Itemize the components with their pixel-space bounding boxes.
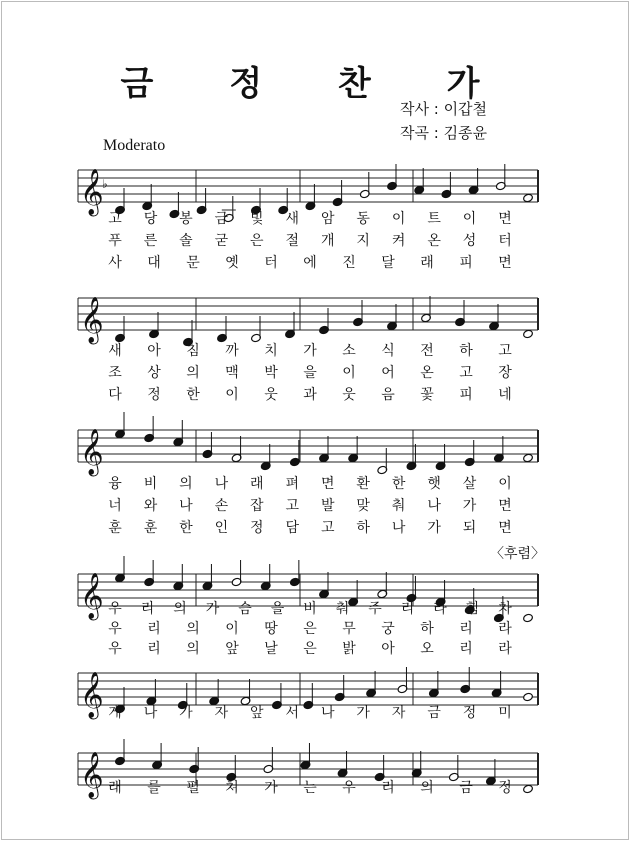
lyric-syllable: 른 bbox=[143, 233, 158, 249]
lyric-syllable: 문 bbox=[186, 255, 200, 271]
lyricist-credit: 작사 : 이갑철 bbox=[400, 100, 488, 118]
lyric-syllable: 의 bbox=[186, 621, 200, 637]
lyric-line bbox=[70, 340, 540, 358]
lyric-syllable: 하 bbox=[420, 621, 434, 637]
lyric-syllable: 고 bbox=[285, 498, 300, 514]
lyric-syllable: 금 bbox=[427, 705, 441, 721]
lyric-syllable: 정 bbox=[462, 705, 477, 721]
lyric-syllable: 아 bbox=[381, 641, 395, 657]
lyric-syllable: 과 bbox=[303, 387, 317, 403]
lyric-syllable: 지 bbox=[356, 233, 370, 249]
lyric-syllable: 새 bbox=[108, 343, 122, 359]
lyric-syllable: 궁 bbox=[381, 621, 395, 637]
lyric-syllable: 가 bbox=[303, 343, 317, 359]
lyric-syllable: 솔 bbox=[179, 233, 193, 249]
lyric-syllable: 꽃 bbox=[420, 387, 434, 403]
lyric-syllable: 진 bbox=[342, 255, 356, 271]
lyric-syllable: 은 bbox=[303, 641, 317, 657]
lyric-syllable: 비 bbox=[143, 476, 158, 492]
lyric-syllable: 네 bbox=[498, 387, 512, 403]
lyric-syllable: 은 bbox=[250, 233, 264, 249]
lyric-syllable: 나 bbox=[320, 705, 335, 721]
lyric-line bbox=[70, 702, 540, 720]
lyric-syllable: 우 bbox=[342, 780, 356, 796]
lyric-syllable: 훈 bbox=[143, 520, 158, 536]
lyric-line bbox=[70, 473, 540, 491]
lyric-syllable: 담 bbox=[285, 520, 300, 536]
lyric-syllable: 고 bbox=[459, 365, 473, 381]
note-head bbox=[523, 329, 534, 338]
tempo-marking: Moderato bbox=[103, 137, 166, 154]
lyric-syllable: 힘 bbox=[465, 601, 480, 617]
lyric-syllable: 라 bbox=[433, 601, 447, 617]
lyric-syllable: 춰 bbox=[335, 601, 350, 617]
lyric-syllable: 자 bbox=[391, 705, 406, 721]
lyric-syllable: 인 bbox=[214, 520, 229, 536]
lyric-syllable: 당 bbox=[143, 211, 158, 227]
lyric-syllable: 이 bbox=[391, 211, 406, 227]
lyric-syllable: 가 bbox=[427, 520, 441, 536]
lyric-syllable: 금 bbox=[459, 780, 473, 796]
lyric-syllable: 박 bbox=[264, 365, 278, 381]
lyric-syllable: 되 bbox=[462, 520, 477, 536]
lyric-syllable: 나 bbox=[214, 476, 229, 492]
lyric-syllable: 온 bbox=[427, 233, 441, 249]
lyric-syllable: 푸 bbox=[108, 233, 122, 249]
lyric-syllable: 을 bbox=[270, 601, 285, 617]
treble-clef-icon: 𝄞 bbox=[80, 297, 104, 343]
music-staff-3 bbox=[78, 415, 538, 475]
lyric-line bbox=[70, 362, 540, 380]
lyric-syllable: 자 bbox=[214, 705, 229, 721]
lyric-syllable: 은 bbox=[303, 621, 317, 637]
lyric-syllable: 라 bbox=[498, 641, 512, 657]
lyric-syllable: 이 bbox=[225, 387, 239, 403]
lyric-line bbox=[70, 495, 540, 513]
lyric-syllable: 나 bbox=[179, 498, 193, 514]
lyric-syllable: 웃 bbox=[342, 387, 356, 403]
lyric-syllable: 개 bbox=[320, 233, 335, 249]
lyric-syllable: 라 bbox=[498, 621, 512, 637]
key-signature: ♭ bbox=[102, 177, 108, 191]
lyric-syllable: 이 bbox=[498, 476, 512, 492]
lyric-syllable: 땅 bbox=[264, 621, 278, 637]
lyric-syllable: 아 bbox=[147, 343, 161, 359]
lyric-syllable: 면 bbox=[320, 476, 335, 492]
lyric-line bbox=[70, 208, 540, 226]
lyric-syllable: 리 bbox=[459, 641, 473, 657]
lyric-syllable: 리 bbox=[140, 601, 155, 617]
lyric-syllable: 금 bbox=[214, 211, 229, 227]
lyric-syllable: 한 bbox=[186, 387, 200, 403]
lyric-syllable: 우 bbox=[108, 621, 122, 637]
lyric-syllable: 펴 bbox=[285, 476, 300, 492]
lyric-syllable: 우 bbox=[108, 641, 122, 657]
lyric-line bbox=[70, 230, 540, 248]
note-head bbox=[523, 692, 534, 701]
lyric-syllable: 춰 bbox=[391, 498, 406, 514]
lyric-syllable: 의 bbox=[186, 365, 200, 381]
lyric-line bbox=[70, 777, 540, 795]
lyric-syllable: 음 bbox=[381, 387, 395, 403]
lyric-syllable: 고 bbox=[108, 211, 122, 227]
lyric-syllable: 고 bbox=[320, 520, 335, 536]
lyric-syllable: 펼 bbox=[186, 780, 200, 796]
lyric-syllable: 를 bbox=[147, 780, 161, 796]
lyric-syllable: 슴 bbox=[238, 601, 252, 617]
lyric-syllable: 암 bbox=[320, 211, 335, 227]
lyric-syllable: 이 bbox=[225, 621, 239, 637]
lyric-syllable: 주 bbox=[368, 601, 382, 617]
lyric-syllable: 리 bbox=[381, 780, 395, 796]
lyric-syllable: 햇 bbox=[427, 476, 441, 492]
music-staff-1 bbox=[78, 155, 538, 215]
lyric-syllable: 장 bbox=[498, 365, 512, 381]
lyric-syllable: 을 bbox=[303, 365, 317, 381]
lyric-syllable: 봉 bbox=[179, 211, 193, 227]
lyric-syllable: 까 bbox=[225, 343, 239, 359]
lyric-syllable: 면 bbox=[498, 498, 512, 514]
lyric-syllable: 정 bbox=[147, 387, 161, 403]
lyric-syllable: 와 bbox=[143, 498, 158, 514]
lyric-syllable: 맞 bbox=[356, 498, 370, 514]
music-staff-2 bbox=[78, 283, 538, 343]
lyric-syllable: 굳 bbox=[214, 233, 229, 249]
composer-credit: 작곡 : 김종윤 bbox=[400, 124, 488, 142]
lyric-line bbox=[70, 252, 540, 270]
lyric-syllable: 래 bbox=[108, 780, 122, 796]
lyric-line bbox=[70, 517, 540, 535]
lyric-syllable: 맥 bbox=[225, 365, 239, 381]
lyric-syllable: 가 bbox=[356, 705, 370, 721]
lyric-syllable: 켜 bbox=[391, 233, 406, 249]
lyric-syllable: 조 bbox=[108, 365, 122, 381]
lyric-syllable: 대 bbox=[147, 255, 161, 271]
lyric-syllable: 치 bbox=[264, 343, 278, 359]
lyric-syllable: 가 bbox=[462, 498, 477, 514]
lyric-syllable: 가 bbox=[179, 705, 193, 721]
lyric-syllable: 의 bbox=[173, 601, 187, 617]
lyric-syllable: 비 bbox=[303, 601, 317, 617]
lyric-syllable: 면 bbox=[498, 520, 512, 536]
lyric-syllable: 정 bbox=[498, 780, 512, 796]
treble-clef-icon: 𝄞 bbox=[80, 573, 104, 619]
lyric-line bbox=[70, 384, 540, 402]
lyric-line bbox=[70, 598, 540, 616]
lyric-syllable: 가 bbox=[205, 601, 220, 617]
lyric-syllable: 의 bbox=[420, 780, 434, 796]
lyric-syllable: 앞 bbox=[225, 641, 239, 657]
lyric-syllable: 트 bbox=[427, 211, 441, 227]
lyric-syllable: 의 bbox=[186, 641, 200, 657]
lyric-syllable: 의 bbox=[179, 476, 193, 492]
refrain-label: 〈후렴〉 bbox=[490, 546, 546, 562]
lyric-syllable: 리 bbox=[400, 601, 415, 617]
lyric-syllable: 이 bbox=[342, 365, 356, 381]
lyric-syllable: 식 bbox=[381, 343, 395, 359]
lyric-syllable: 터 bbox=[264, 255, 278, 271]
note-head bbox=[523, 453, 534, 462]
lyric-syllable: 면 bbox=[498, 211, 512, 227]
treble-clef-icon: 𝄞 bbox=[80, 169, 104, 215]
treble-clef-icon: 𝄞 bbox=[80, 672, 104, 718]
lyric-syllable: 한 bbox=[391, 476, 406, 492]
lyric-syllable: 온 bbox=[420, 365, 434, 381]
lyric-line bbox=[70, 618, 540, 636]
lyric-syllable: 밝 bbox=[342, 641, 356, 657]
lyric-syllable: 어 bbox=[381, 365, 395, 381]
lyric-syllable: 나 bbox=[427, 498, 441, 514]
lyric-syllable: 면 bbox=[498, 255, 512, 271]
note-head bbox=[523, 193, 534, 202]
lyric-syllable: 나 bbox=[143, 705, 158, 721]
treble-clef-icon: 𝄞 bbox=[80, 752, 104, 798]
lyric-syllable: 나 bbox=[391, 520, 406, 536]
lyric-syllable: 웃 bbox=[264, 387, 278, 403]
lyric-syllable: 리 bbox=[147, 621, 161, 637]
lyric-syllable: 무 bbox=[342, 621, 356, 637]
lyric-syllable: 는 bbox=[303, 780, 317, 796]
lyric-syllable: 침 bbox=[186, 343, 200, 359]
lyric-syllable: 피 bbox=[459, 387, 473, 403]
lyric-syllable: 리 bbox=[459, 621, 473, 637]
treble-clef-icon: 𝄞 bbox=[80, 429, 104, 475]
lyric-syllable: 하 bbox=[356, 520, 370, 536]
lyric-syllable: 새 bbox=[285, 211, 300, 227]
lyric-syllable: 상 bbox=[147, 365, 161, 381]
lyric-syllable: 달 bbox=[381, 255, 395, 271]
lyric-syllable: 터 bbox=[498, 233, 512, 249]
lyric-syllable: 환 bbox=[356, 476, 370, 492]
lyric-syllable: 전 bbox=[420, 343, 434, 359]
lyric-syllable: 래 bbox=[250, 476, 264, 492]
lyric-syllable: 리 bbox=[147, 641, 161, 657]
lyric-syllable: 사 bbox=[108, 255, 122, 271]
lyric-syllable: 손 bbox=[214, 498, 229, 514]
lyric-syllable: 융 bbox=[108, 476, 122, 492]
lyric-line bbox=[70, 638, 540, 656]
lyric-syllable: 성 bbox=[462, 233, 477, 249]
lyric-syllable: 피 bbox=[459, 255, 473, 271]
lyric-syllable: 훈 bbox=[108, 520, 122, 536]
lyric-syllable: 앞 bbox=[250, 705, 264, 721]
lyric-syllable: 잡 bbox=[250, 498, 264, 514]
lyric-syllable: 래 bbox=[420, 255, 434, 271]
lyric-syllable: 차 bbox=[498, 601, 512, 617]
lyric-syllable: 날 bbox=[264, 641, 278, 657]
lyric-syllable: 너 bbox=[108, 498, 122, 514]
lyric-syllable: 살 bbox=[462, 476, 477, 492]
lyric-syllable: 동 bbox=[356, 211, 370, 227]
lyric-syllable: 다 bbox=[108, 387, 122, 403]
lyric-syllable: 가 bbox=[264, 780, 278, 796]
lyric-syllable: 오 bbox=[420, 641, 434, 657]
lyric-syllable: 빛 bbox=[250, 211, 264, 227]
lyric-syllable: 에 bbox=[303, 255, 317, 271]
lyric-syllable: 소 bbox=[342, 343, 356, 359]
lyric-syllable: 정 bbox=[250, 520, 264, 536]
lyric-syllable: 하 bbox=[459, 343, 473, 359]
lyric-syllable: 한 bbox=[179, 520, 193, 536]
lyric-syllable: 절 bbox=[285, 233, 300, 249]
lyric-syllable: 미 bbox=[498, 705, 512, 721]
lyric-syllable: 이 bbox=[462, 211, 477, 227]
lyric-syllable: 쳐 bbox=[225, 780, 239, 796]
lyric-syllable: 고 bbox=[498, 343, 512, 359]
lyric-syllable: 서 bbox=[285, 705, 300, 721]
song-title: 금 정 찬 가 bbox=[120, 64, 512, 104]
lyric-syllable: 발 bbox=[320, 498, 335, 514]
lyric-syllable: 게 bbox=[108, 705, 122, 721]
lyric-syllable: 우 bbox=[108, 601, 122, 617]
lyric-syllable: 옛 bbox=[225, 255, 239, 271]
